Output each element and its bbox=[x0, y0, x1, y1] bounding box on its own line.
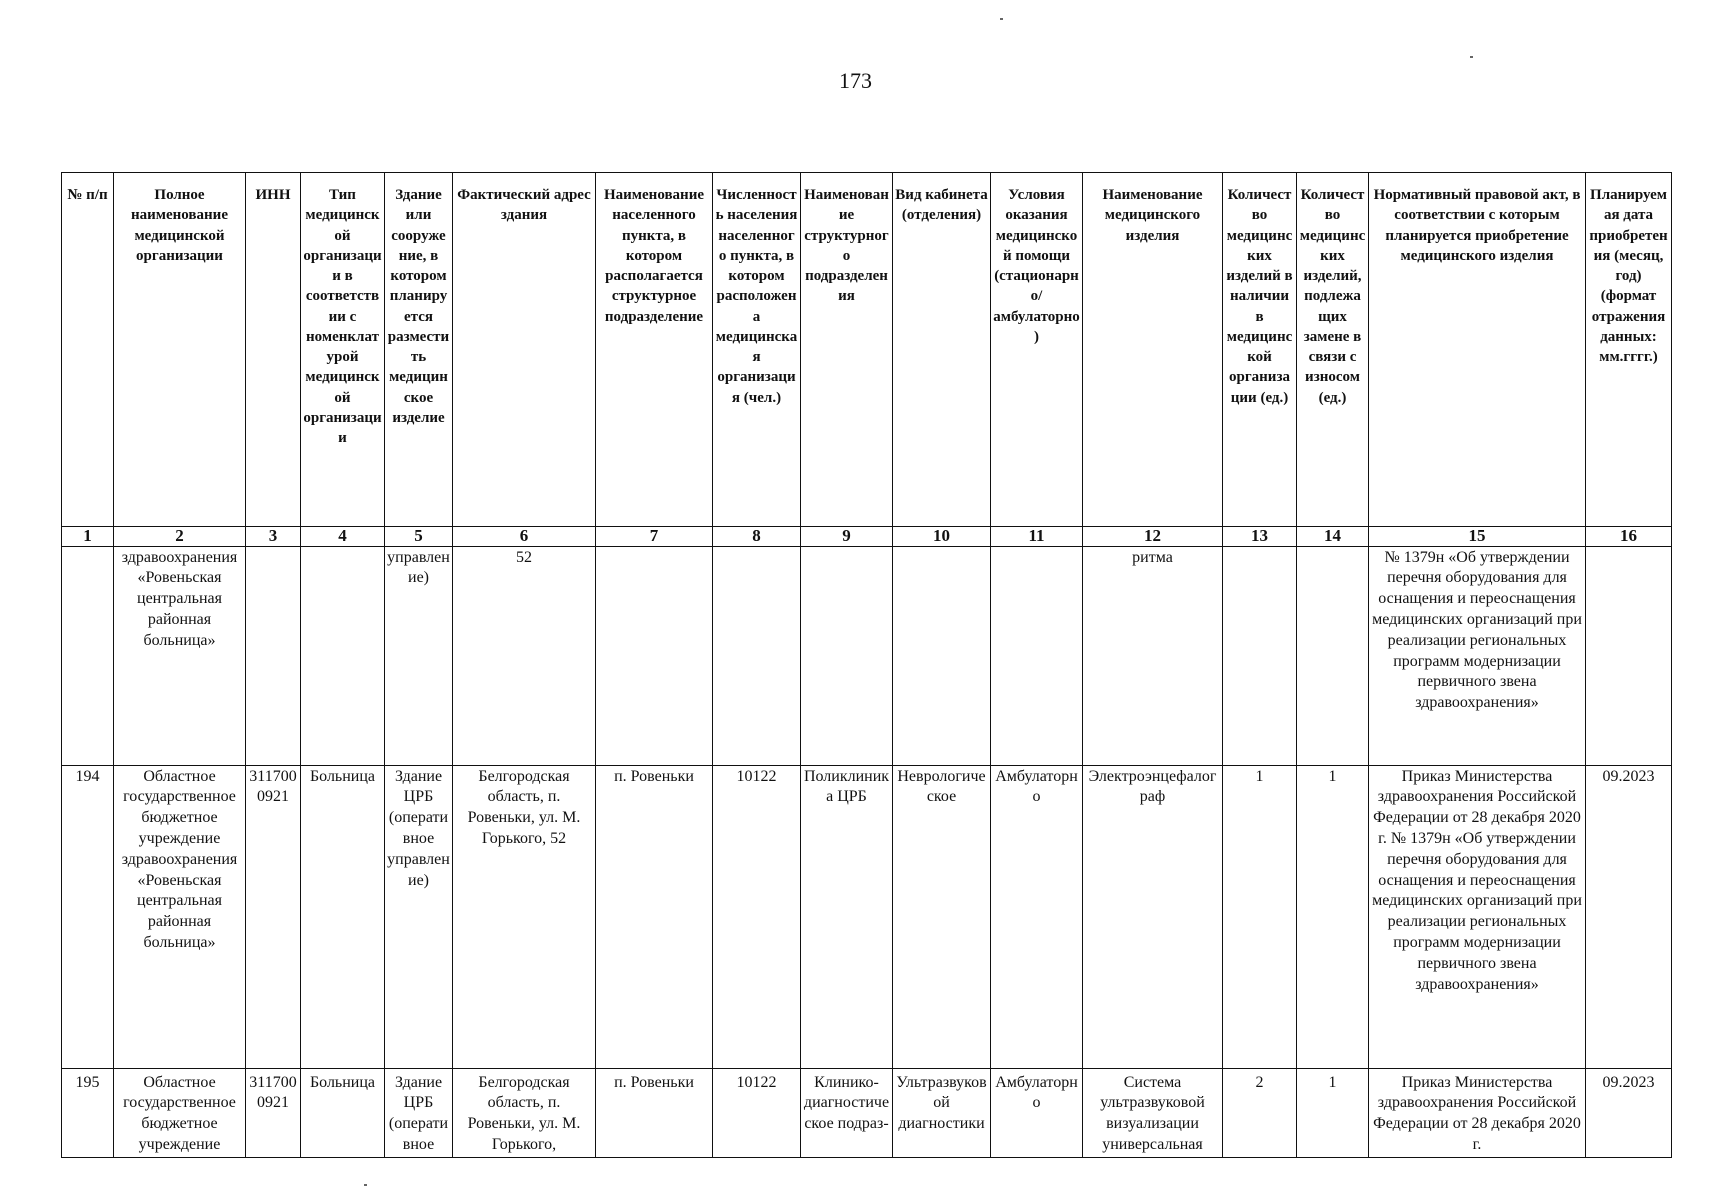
cell-locality: п. Ровеньки bbox=[596, 765, 713, 1068]
col-number: 13 bbox=[1223, 527, 1297, 547]
cell-num: 195 bbox=[62, 1068, 114, 1157]
cell-unit: Клинико-диагностическое подраз- bbox=[801, 1068, 893, 1157]
cell-qty-have: 2 bbox=[1223, 1068, 1297, 1157]
col-header-14: Количество медицинских изделий, подлежащих замене в связи с износом (ед.) bbox=[1297, 173, 1369, 527]
cell-building: управление) bbox=[385, 546, 453, 765]
col-header-9: Наименование структурного подразделения bbox=[801, 173, 893, 527]
cell-unit: Поликлиника ЦРБ bbox=[801, 765, 893, 1068]
table-row bbox=[62, 1068, 1672, 1157]
cell-device: Система ультразвуковой визуализации универсальная bbox=[1083, 1068, 1223, 1157]
col-header-10: Вид кабинета (отделения) bbox=[893, 173, 991, 527]
col-number: 11 bbox=[991, 527, 1083, 547]
col-header-3: ИНН bbox=[246, 173, 301, 527]
col-header-4: Тип медицинской организации в соответствии с номенклатурой медицинской организации bbox=[301, 173, 385, 527]
col-header-2: Полное наименование медицинской организации bbox=[114, 173, 246, 527]
cell-type: Больница bbox=[301, 1068, 385, 1157]
cell-conditions: Амбулаторно bbox=[991, 765, 1083, 1068]
cell-act: № 1379н «Об утверждении перечня оборудования для оснащения и переоснащения медицинских организаций при реализации региональных программ модернизации первичного звена здравоохранения» bbox=[1369, 546, 1586, 765]
cell-org: здравоохранения «Ровеньская центральная районная больница» bbox=[114, 546, 246, 765]
cell-type: Больница bbox=[301, 765, 385, 1068]
col-header-13: Количество медицинских изделий в наличии в медицинской организации (ед.) bbox=[1223, 173, 1297, 527]
col-number: 6 bbox=[453, 527, 596, 547]
cell-conditions: Амбулаторно bbox=[991, 1068, 1083, 1157]
cell-cabinet: Неврологическое bbox=[893, 765, 991, 1068]
col-number: 4 bbox=[301, 527, 385, 547]
cell-population: 10122 bbox=[713, 765, 801, 1068]
cell-building: Здание ЦРБ (оперативное bbox=[385, 1068, 453, 1157]
scan-speck bbox=[364, 1184, 367, 1186]
cell-address: 52 bbox=[453, 546, 596, 765]
col-number: 9 bbox=[801, 527, 893, 547]
table-row bbox=[62, 765, 1672, 1068]
cell-num: 194 bbox=[62, 765, 114, 1068]
cell-date bbox=[1586, 546, 1672, 765]
cell-inn: 3117000921 bbox=[246, 765, 301, 1068]
col-number: 1 bbox=[62, 527, 114, 547]
col-header-7: Наименование населенного пункта, в котором располагается структурное подразделение bbox=[596, 173, 713, 527]
cell-conditions bbox=[991, 546, 1083, 765]
cell-num bbox=[62, 546, 114, 765]
col-header-6: Фактический адрес здания bbox=[453, 173, 596, 527]
cell-inn bbox=[246, 546, 301, 765]
cell-org: Областное государственное бюджетное учреждение здравоохранения «Ровеньская центральная районная больница» bbox=[114, 765, 246, 1068]
cell-org: Областное государственное бюджетное учреждение bbox=[114, 1068, 246, 1157]
cell-qty-have bbox=[1223, 546, 1297, 765]
cell-date: 09.2023 bbox=[1586, 1068, 1672, 1157]
page-number: 173 bbox=[839, 68, 872, 93]
column-number-row bbox=[62, 527, 1672, 547]
cell-locality: п. Ровеньки bbox=[596, 1068, 713, 1157]
col-number: 15 bbox=[1369, 527, 1586, 547]
col-number: 3 bbox=[246, 527, 301, 547]
cell-address: Белгородская область, п. Ровеньки, ул. М. Горького, 52 bbox=[453, 765, 596, 1068]
cell-cabinet: Ультразвуковой диагностики bbox=[893, 1068, 991, 1157]
col-number: 5 bbox=[385, 527, 453, 547]
col-header-11: Условия оказания медицинской помощи (стационарно/ амбулаторно) bbox=[991, 173, 1083, 527]
col-number: 8 bbox=[713, 527, 801, 547]
cell-device: ритма bbox=[1083, 546, 1223, 765]
col-number: 16 bbox=[1586, 527, 1672, 547]
scan-speck bbox=[1470, 56, 1473, 58]
col-header-16: Планируемая дата приобретения (месяц, год) (формат отражения данных: мм.гггг.) bbox=[1586, 173, 1672, 527]
cell-qty-replace: 1 bbox=[1297, 1068, 1369, 1157]
col-header-1: № п/п bbox=[62, 173, 114, 527]
cell-building: Здание ЦРБ (оперативное управление) bbox=[385, 765, 453, 1068]
cell-qty-have: 1 bbox=[1223, 765, 1297, 1068]
col-header-8: Численность населения населенного пункта, в котором расположена медицинская организация (чел.) bbox=[713, 173, 801, 527]
cell-population bbox=[713, 546, 801, 765]
cell-act: Приказ Министерства здравоохранения Российской Федерации от 28 декабря 2020 г. bbox=[1369, 1068, 1586, 1157]
table-row bbox=[62, 546, 1672, 765]
scan-speck bbox=[1000, 18, 1003, 20]
cell-inn: 3117000921 bbox=[246, 1068, 301, 1157]
col-header-15: Нормативный правовой акт, в соответствии с которым планируется приобретение медицинского изделия bbox=[1369, 173, 1586, 527]
cell-act: Приказ Министерства здравоохранения Российской Федерации от 28 декабря 2020 г. № 1379н «Об утверждении перечня оборудования для оснащения и переоснащения медицинских организаций при реализации региональных программ модернизации первичного звена здравоохранения» bbox=[1369, 765, 1586, 1068]
cell-qty-replace bbox=[1297, 546, 1369, 765]
col-number: 10 bbox=[893, 527, 991, 547]
cell-locality bbox=[596, 546, 713, 765]
col-header-5: Здание или сооружение, в котором планируется разместить медицинское изделие bbox=[385, 173, 453, 527]
col-number: 12 bbox=[1083, 527, 1223, 547]
cell-device: Электроэнцефалограф bbox=[1083, 765, 1223, 1068]
cell-address: Белгородская область, п. Ровеньки, ул. М. Горького, bbox=[453, 1068, 596, 1157]
col-number: 2 bbox=[114, 527, 246, 547]
header-row bbox=[62, 173, 1672, 527]
cell-date: 09.2023 bbox=[1586, 765, 1672, 1068]
col-number: 7 bbox=[596, 527, 713, 547]
cell-unit bbox=[801, 546, 893, 765]
cell-qty-replace: 1 bbox=[1297, 765, 1369, 1068]
col-number: 14 bbox=[1297, 527, 1369, 547]
col-header-12: Наименование медицинского изделия bbox=[1083, 173, 1223, 527]
cell-cabinet bbox=[893, 546, 991, 765]
cell-type bbox=[301, 546, 385, 765]
medical-equipment-table bbox=[61, 172, 1672, 1158]
cell-population: 10122 bbox=[713, 1068, 801, 1157]
